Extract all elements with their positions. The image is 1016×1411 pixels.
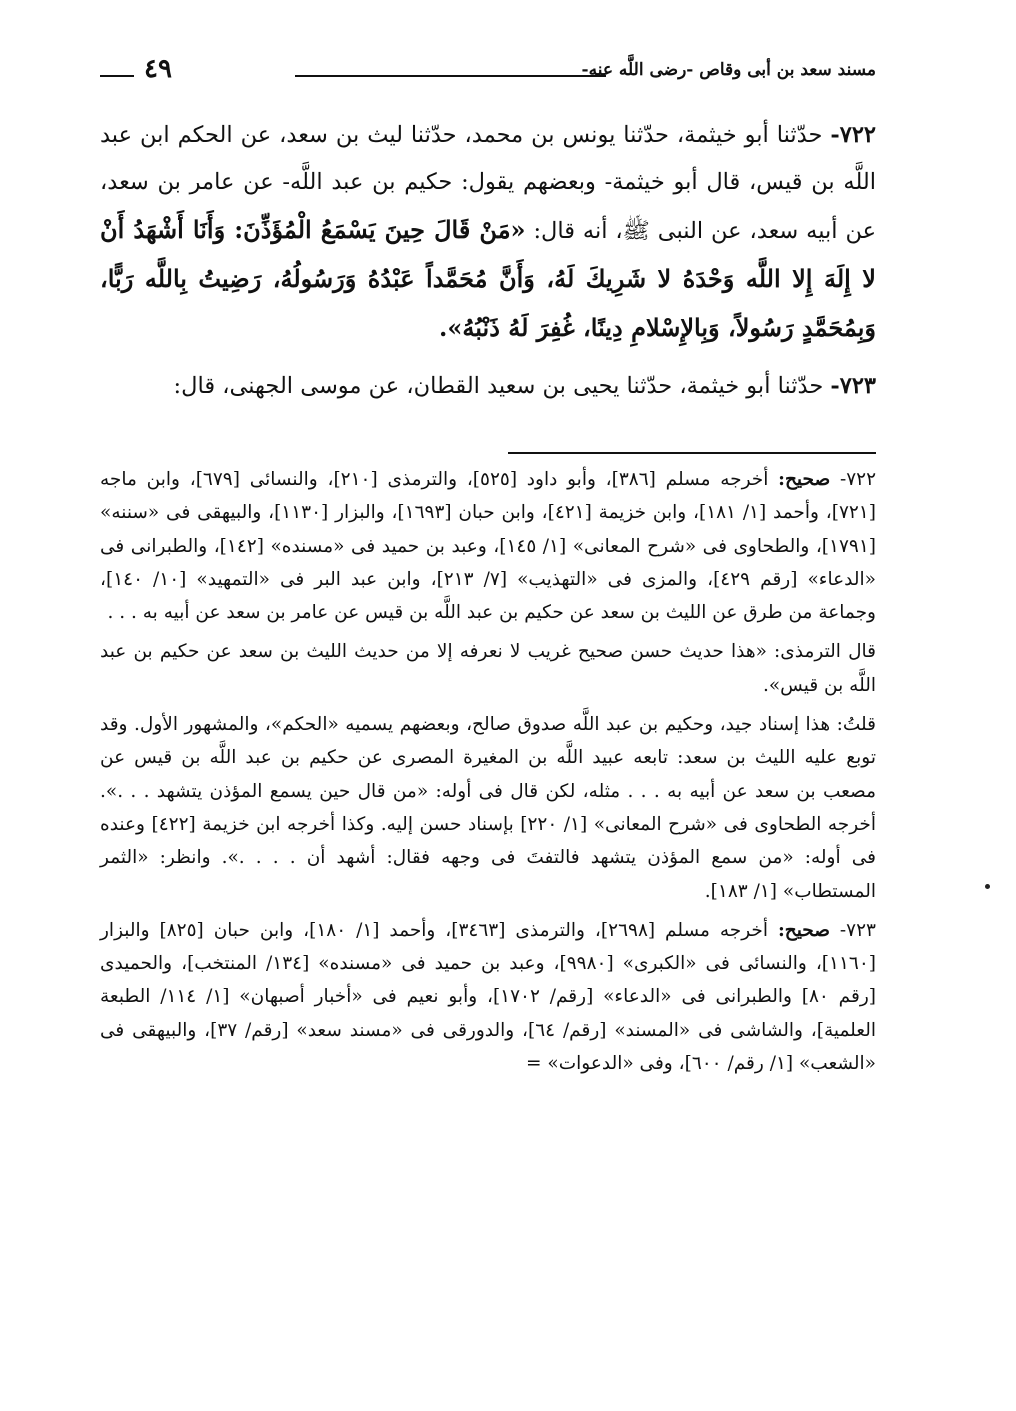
hadith-722 — [100, 112, 876, 353]
hadith-number: ٧٢٢- — [830, 122, 876, 148]
running-title: مسند سعد بن أبى وقاص -رضى اللَّه عنه- — [581, 60, 876, 80]
grading-label: صحيح: — [777, 919, 830, 941]
header-dash — [100, 75, 134, 77]
footnotes — [100, 463, 876, 1086]
footnote-separator — [508, 452, 876, 454]
hadith-matn: «مَنْ قَالَ حِينَ يَسْمَعُ الْمُؤَذِّنَ: وَأَنَا أَشْهَدُ أَنْ لا إِلَهَ إِلا اللَّه وَحْدَهُ لا شَرِيكَ لَهُ، وَأَنَّ مُحَمَّداً عَبْدُهُ وَرَسُولُهُ، رَضِيتُ بِاللَّه رَبًّا، وَبِمُحَمَّدٍ رَسُولاً، وَبِالإِسْلامِ دِينًا، غُفِرَ لَهُ ذَنْبُهُ». — [100, 215, 876, 342]
page-header — [100, 54, 876, 92]
footnote-text: أخرجه مسلم [٢٦٩٨]، والترمذى [٣٤٦٣]، وأحمد [١/ ١٨٠]، وابن حبان [٨٢٥] والبزار [١١٦٠]، والنسائى فى «الكبرى» [٩٩٨٠]، وعبد بن حميد فى «مسنده» [١٣٤/ المنتخب]، والحميدى [رقم ٨٠] والطبرانى فى «الدعاء» [رقم/ ١٧٠٢]، وأبو نعيم فى «أخبار أصبهان» [١/ ١١٤/ الطبعة العلمية]، والشاشى فى «المسند» [رقم/ ٦٤]، والدورقى فى «مسند سعد» [رقم/ ٣٧]، والبيهقى فى «الشعب» [١/ رقم/ ٦٠٠]، وفى «الدعوات» = — [100, 919, 876, 1075]
footnote-comment: قلتُ: هذا إسناد جيد، وحكيم بن عبد اللَّه صدوق صالح، وبعضهم يسميه «الحكم»، والمشهور الأول. وقد توبع عليه الليث بن سعد: تابعه عبيد اللَّه بن المغيرة المصرى عن حكيم بن عبد اللَّه بن قيس عن مصعب بن سعد عن أبيه به . . . مثله، لكن قال فى أوله: «من قال حين يسمع المؤذن يتشهد . . .». أخرجه الطحاوى فى «شرح المعانى» [١/ ٢٢٠] بإسناد حسن إليه. وكذا أخرجه ابن خزيمة [٤٢٢] وعنده فى أوله: «من سمع المؤذن يتشهد فالتفتَ فى وجهه فقال: أشهد أن . . . .». وانظر: «الثمر المستطاب» [١/ ١٨٣]. — [100, 714, 876, 902]
main-text — [100, 112, 876, 410]
hadith-723 — [100, 363, 876, 410]
footnote-number: ٧٢٢- — [839, 469, 877, 490]
page-number: ٤٩ — [144, 54, 172, 84]
grading-label: صحيح: — [778, 469, 831, 490]
hadith-number: ٧٢٣- — [830, 373, 876, 399]
scan-speck — [985, 884, 990, 889]
header-rule — [295, 75, 606, 77]
footnote-number: ٧٢٣- — [839, 919, 876, 941]
hadith-isnad: حدّثنا أبو خيثمة، حدّثنا يونس بن محمد، حدّثنا ليث بن سعد، عن الحكم ابن عبد اللَّه بن قيس، قال أبو خيثمة- وبعضهم يقول: حكيم بن عبد اللَّه- عن عامر بن سعد، عن أبيه سعد، عن النبى ﷺ، أنه قال: — [100, 122, 877, 244]
footnote-723 — [100, 914, 876, 1080]
footnote-722 — [100, 463, 876, 629]
footnote-text: أخرجه مسلم [٣٨٦]، وأبو داود [٥٢٥]، والترمذى [٢١٠]، والنسائى [٦٧٩]، وابن ماجه [٧٢١]، وأحمد [١/ ١٨١]، وابن خزيمة [٤٢١]، وابن حبان [١٦٩٣]، والبزار [١١٣٠]، والبيهقى فى «سننه» [١٧٩١]، والطحاوى فى «شرح المعانى» [١/ ١٤٥]، وعبد بن حميد فى «مسنده» [١٤٢]، والطبرانى فى «الدعاء» [رقم ٤٢٩]، والمزى فى «التهذيب» [٧/ ٢١٣]، وابن عبد البر فى «التمهيد» [١٠/ ١٤٠]، وجماعة من طرق عن الليث بن سعد عن حكيم بن عبد اللَّه بن قيس عن عامر بن سعد عن أبيه به . . . — [100, 469, 876, 624]
hadith-isnad: حدّثنا أبو خيثمة، حدّثنا يحيى بن سعيد القطان، عن موسى الجهنى، قال: — [173, 373, 824, 399]
footnote-tirmidhi: قال الترمذى: «هذا حديث حسن صحيح غريب لا نعرفه إلا من حديث الليث بن سعد عن حكيم بن عبد اللَّه بن قيس». — [100, 641, 876, 696]
